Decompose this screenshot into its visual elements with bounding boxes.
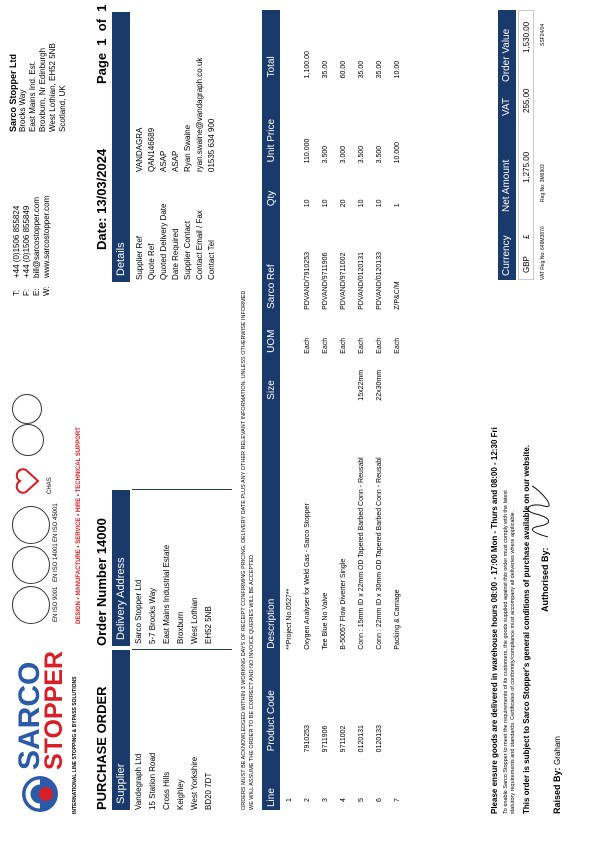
net-amount-heading: Net Amount <box>501 159 512 212</box>
company-address <box>8 12 68 132</box>
totals-header <box>498 10 516 280</box>
table-row: 4 9711002 B-50057 Flow Diverter Single Each PDVAND/9711002 20 3.000 60.00 <box>339 60 347 802</box>
table-row: 6 0120133 Conn : 22mm ID x 30mm OD Tapered Barbed Conn - Reusabl 22x30mm Each PDVAND/0120133 10 3.500 35.00 <box>375 60 383 802</box>
statutory-requirements <box>503 344 517 814</box>
col-sarco-ref: Sarco Ref <box>265 264 277 309</box>
details-heading: Details <box>112 12 130 282</box>
contact-row: W:www.sarcostopper.com <box>42 195 51 296</box>
table-row: 1 **Project No.0527** <box>285 588 293 802</box>
cert-badge-icon <box>12 394 42 424</box>
details-table <box>134 12 218 280</box>
delivery-line: Broxburn <box>176 611 185 644</box>
details-row: Supplier RefVANDAGRA <box>135 127 144 280</box>
table-row: 2 7910253 Oxygen Analyser for Weld Gas - Sarco Stopper Each PDVAND/7910253 10 110.000 1,100.00 <box>303 51 311 802</box>
cert-badge-icon <box>12 506 50 544</box>
cert-label: EN ISO 9001 <box>53 586 59 622</box>
authorised-by-label: Authorised By: <box>540 547 550 612</box>
details-row: Contact Email / Faxryan.swaine@vandagraph.co.uk <box>195 57 204 280</box>
chas-heart-icon <box>12 466 42 496</box>
services-line: DESIGN • MANUFACTURE • SERVICE • HIRE • TECHNICAL SUPPORT <box>76 427 82 624</box>
vat-heading: VAT <box>501 98 512 116</box>
order-lines-table <box>262 10 406 810</box>
supplier-line: 15 Station Road <box>148 752 157 810</box>
supplier-address <box>132 649 232 810</box>
raised-by: Raised By: Graham <box>552 736 562 814</box>
col-size: Size <box>265 380 277 400</box>
document-title: PURCHASE ORDER <box>94 686 109 810</box>
order-value-heading: Order Value <box>501 28 512 82</box>
cert-label: EN ISO 45001 <box>53 503 59 542</box>
supplier-heading: Supplier <box>112 650 130 810</box>
col-description: Description <box>265 598 277 649</box>
delivery-line: Sarco Stopper Ltd <box>134 579 143 644</box>
table-row: 7 Packing & Carriage Each Z/P&C/M 1 10.000 10.00 <box>393 60 401 802</box>
details-row: Quoted Delivery DateASAP <box>159 150 168 280</box>
supplier-line: Cross Hills <box>162 771 171 810</box>
contact-row: F:+44 (0)1506 855849 <box>22 205 31 296</box>
cert-label: CHAS <box>47 477 53 494</box>
cert-badge-icon <box>12 546 50 584</box>
cert-badge-icon <box>12 586 50 624</box>
supplier-line: Vandegraph Ltd <box>134 753 143 810</box>
conditions-of-purchase: This order is subject to Sarco Stopper's general conditions of purchase available on our website. <box>522 444 531 814</box>
details-row: Supplier ContactRyan Swaine <box>183 124 192 280</box>
currency-symbol: £ <box>522 234 531 239</box>
supplier-line: Keighley <box>176 779 185 810</box>
currency-heading: Currency <box>501 235 512 276</box>
logo-top-text: SARCO <box>13 661 46 770</box>
table-row: 3 9711906 Tee Blue No Valve Each PDVAND/9711906 10 3.500 35.00 <box>321 60 329 802</box>
delivery-heading: Delivery Address <box>112 490 130 646</box>
logo-bottom-text: STOPPER <box>40 650 68 770</box>
notice-line: ORDERS MUST BE ACKNOWLEDGED WITHIN 3 WORKING DAYS OF RECEIPT CONFIRMING PRICING, DELIVERY DATE PLUS ANY OTHER RELEVANT INFORMATION. UNLESS OTHERWISE INFORMED <box>241 290 247 810</box>
details-row: Contact Tel01535 634 900 <box>207 118 216 280</box>
col-uom: UOM <box>265 329 277 353</box>
company-logo <box>10 634 68 814</box>
page-indicator: Page 1 of 1 <box>94 4 109 84</box>
delivery-line: EH52 5NB <box>204 606 213 644</box>
order-number: Order Number 14000 <box>94 518 109 646</box>
table-row: 5 0120131 Conn : 15mm ID x 22mm OD Tapered Barbed Conn - Reusabl 15x22mm Each PDVAND/0120131 10 3.500 35.00 <box>357 60 365 802</box>
vat-reg: VAT Reg No: 648M3870 <box>540 226 546 280</box>
currency-value: GBP <box>522 256 531 273</box>
contact-block <box>12 176 52 296</box>
supplier-line: BD20 7DT <box>204 772 213 810</box>
col-qty: Qty <box>265 190 277 207</box>
requirements-line: statutory requirements and standards. Certificates of conformity/compliance must accompany all deliveries where applicable. <box>510 510 516 814</box>
delivery-line: East Mains Industrial Estate <box>162 544 171 644</box>
table-header-row <box>262 10 280 810</box>
cert-badges <box>12 394 70 624</box>
supplier-line: West Yorkshire <box>190 756 199 810</box>
order-value: 1,530.00 <box>522 21 531 53</box>
address-line: West Lothian, EH52 5NB <box>48 43 57 132</box>
company-name: Sarco Stopper Ltd <box>8 53 18 132</box>
delivery-line: West Lothian <box>190 597 199 644</box>
address-line: East Mains Ind. Est. <box>28 60 37 132</box>
address-line: Brocks Way <box>18 89 27 132</box>
col-unit-price: Unit Price <box>265 118 277 163</box>
col-total: Total <box>265 56 277 78</box>
company-reg: Reg No: 3M6903 <box>540 164 546 202</box>
address-line: Scotland, UK <box>58 85 67 132</box>
notice-line: WE WILL ASSUME THE ORDER TO BE CORRECT AND NO INVOICE QUERIES WILL BE ACCEPTED <box>249 555 255 810</box>
details-row: Date RequiredASAP <box>171 150 180 280</box>
requirements-line: To enable Sarco Stopper to meet the requirements of its customers, the goods supplied against this order must comply with the latest <box>503 490 509 814</box>
warehouse-hours: Please ensure goods are delivered in warehouse hours 08:00 - 17:00 Mon - Thurs and 08:00 - 12:30 Fri <box>490 427 499 814</box>
company-tagline: INTERNATIONAL LINE STOPPING & BYPASS SOLUTIONS <box>72 676 78 814</box>
cert-label: EN ISO 14001 <box>53 543 59 582</box>
signature-icon <box>526 482 554 542</box>
totals-values <box>518 10 534 280</box>
contact-row: E:bill@sarcostopper.com <box>32 196 41 296</box>
cert-badge-icon <box>12 424 44 456</box>
address-line: Broxburn, Nr Edinburgh <box>38 47 47 132</box>
col-product-code: Product Code <box>265 690 277 752</box>
contact-row: T:+44 (0)1506 855824 <box>12 205 21 296</box>
details-row: Quote RefQAN146689 <box>147 127 156 280</box>
acknowledgement-notice <box>240 10 256 810</box>
delivery-line: 5-7 Brocks Way <box>148 587 157 644</box>
vat-value: 255.00 <box>522 88 531 113</box>
col-line: Line <box>265 788 277 807</box>
delivery-address <box>132 489 232 644</box>
order-date: Date: 13/03/2024 <box>94 148 109 250</box>
form-ref: SSF24/04 <box>540 23 546 46</box>
logo-mark-icon <box>20 774 60 814</box>
net-amount-value: 1,275.00 <box>522 151 531 183</box>
